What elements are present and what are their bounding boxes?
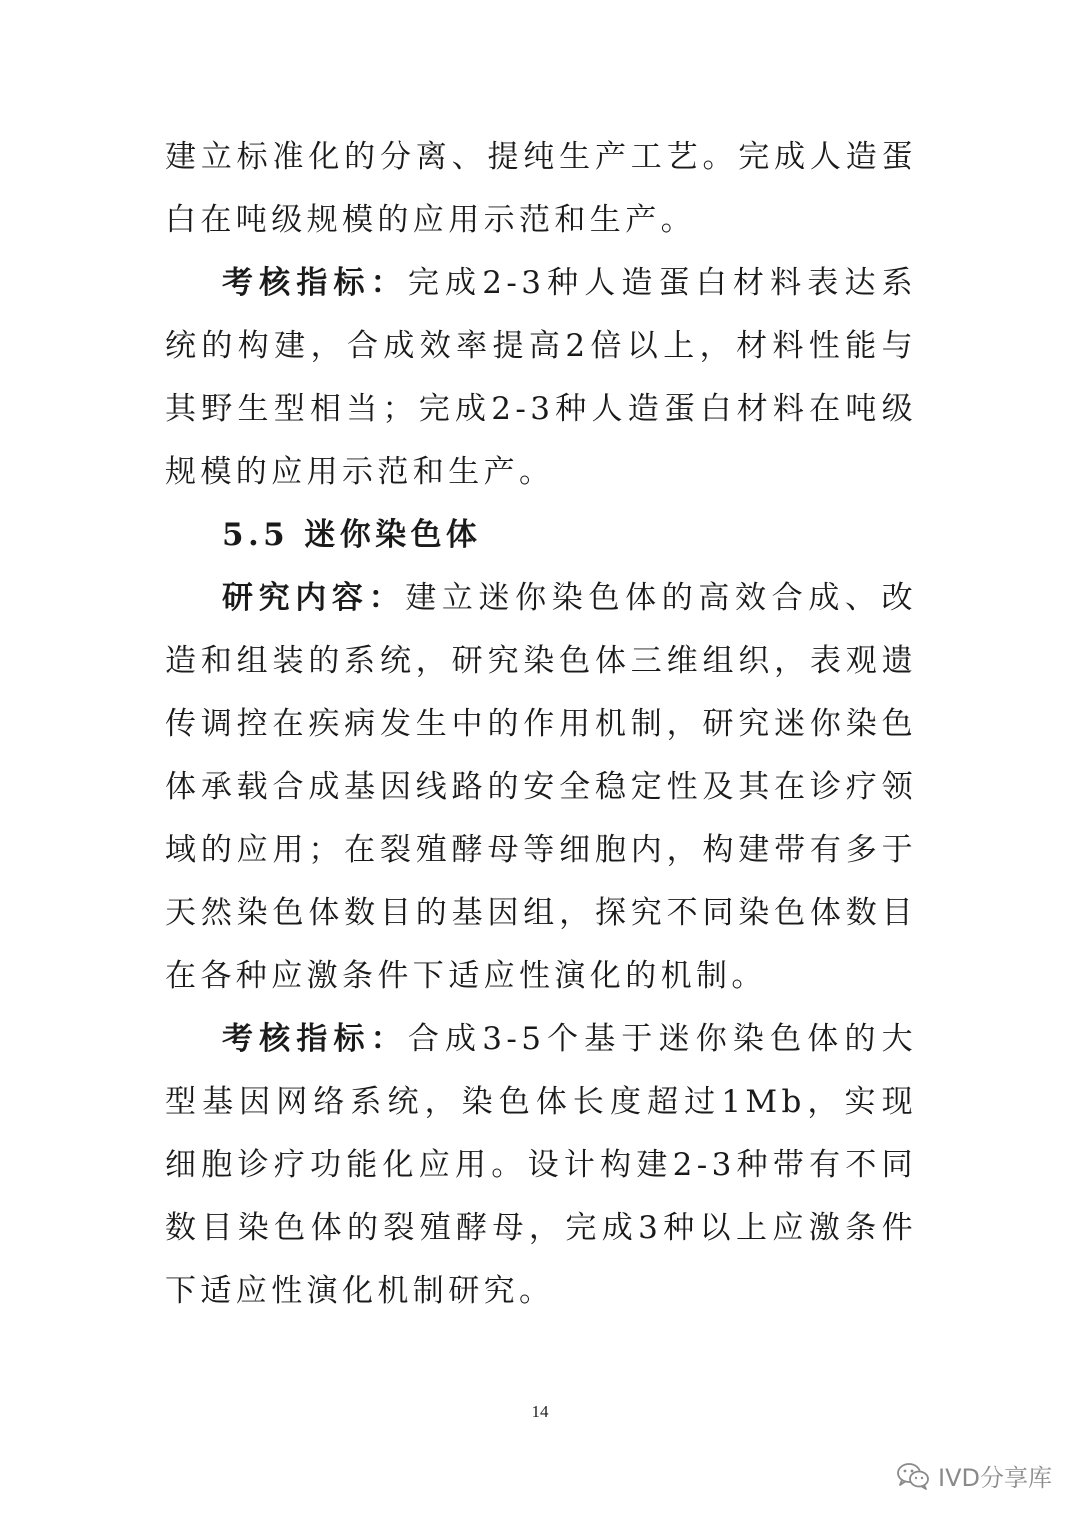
research-paragraph [165,567,917,1008]
kpi-text-1: 完成2-3种人造蛋白材料表达系统的构建，合成效率提高2倍以上，材料性能与其野生型相当；完成2-3种人造蛋白材料在吨级规模的应用示范和生产。 [165,265,918,490]
document-body [165,126,917,1323]
kpi-label-1: 考核指标： [222,265,408,301]
kpi-label-2: 考核指标： [222,1021,408,1057]
kpi-paragraph-2 [165,1008,917,1323]
wechat-icon [896,1461,930,1491]
watermark-text: IVD分享库 [938,1464,1052,1492]
watermark [896,1458,1052,1493]
page-number: 14 [531,1402,549,1421]
research-label: 研究内容： [222,580,406,616]
section-heading: 5.5 迷你染色体 [222,517,482,553]
kpi-text-2: 合成3-5个基于迷你染色体的大型基因网络系统，染色体长度超过1Mb，实现细胞诊疗功能化应用。设计构建2-3种带有不同数目染色体的裂殖酵母，完成3种以上应激条件下适应性演化机制研究。 [165,1021,918,1309]
research-text: 建立迷你染色体的高效合成、改造和组装的系统，研究染色体三维组织，表观遗传调控在疾病发生中的作用机制，研究迷你染色体承载合成基因线路的安全稳定性及其在诊疗领域的应用；在裂殖酵母等细胞内，构建带有多于天然染色体数目的基因组，探究不同染色体数目在各种应激条件下适应性演化的机制。 [165,580,918,994]
kpi-paragraph-1 [165,252,917,504]
continuation-paragraph: 建立标准化的分离、提纯生产工艺。完成人造蛋白在吨级规模的应用示范和生产。 [165,139,917,238]
